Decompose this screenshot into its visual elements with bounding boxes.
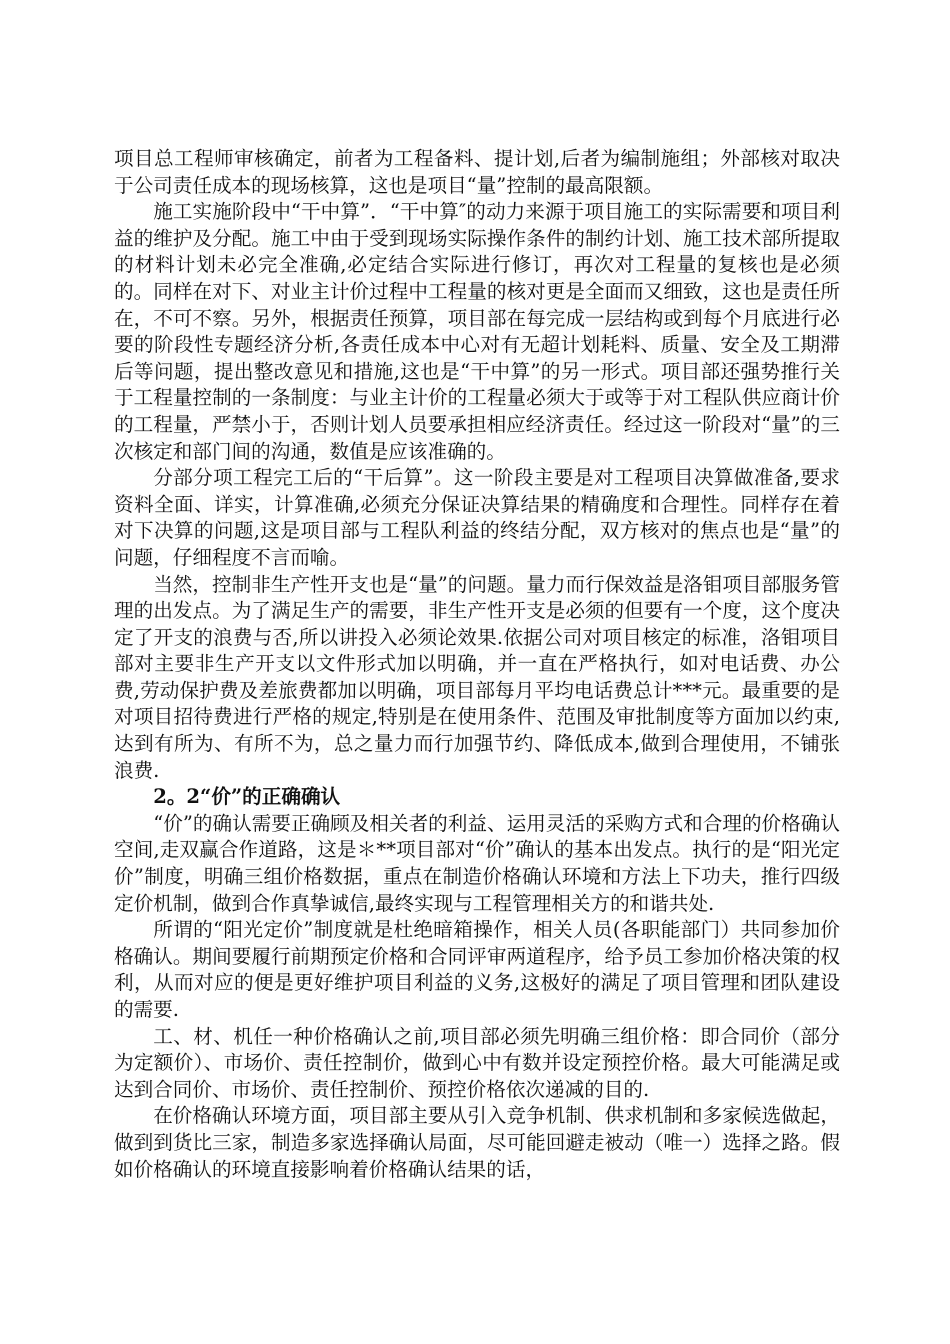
section-heading-price: 2。2“价”的正确确认 bbox=[153, 785, 341, 809]
paragraph-three-price-groups: 工、材、机任一种价格确认之前,项目部必须先明确三组价格：即合同价（部分为定额价）、市场价、责任控制价，做到心中有数并设定预控价格。最大可能满足或达到合同价、市场价、责任控制价、预控价格依次递减的目的. bbox=[114, 1024, 840, 1101]
document-body bbox=[114, 146, 840, 1183]
paragraph-gan-zhong-suan: 施工实施阶段中“干中算”．“干中算″的动力来源于项目施工的实际需要和项目利益的维护及分配。施工中由于受到现场实际操作条件的制约计划、施工技术部所提取的材料计划未必完全准确,必定结合实际进行修订，再次对工程量的复核也是必须的。同样在对下、对业主计价过程中工程量的核对更是全面而又细致，这也是责任所在，不可不察。另外，根据责任预算，项目部在每完成一层结构或到每个月底进行必要的阶段性专题经济分析,各责任成本中心对有无超计划耗料、质量、安全及工期滞后等问题，提出整改意见和措施,这也是“干中算”的另一形式。项目部还强势推行关于工程量控制的一条制度：与业主计价的工程量必须大于或等于对工程队供应商计价的工程量，严禁小于，否则计划人员要承担相应经济责任。经过这一阶段对“量”的三次核定和部门间的沟通，数值是应该准确的。 bbox=[114, 200, 840, 463]
paragraph-continuation: 项目总工程师审核确定，前者为工程备料、提计划,后者为编制施组；外部核对取决于公司责任成本的现场核算，这也是项目“量”控制的最高限额。 bbox=[114, 147, 840, 197]
paragraph-gan-hou-suan: 分部分项工程完工后的“干后算”。这一阶段主要是对工程项目决算做准备,要求资料全面、详实，计算准确,必须充分保证决算结果的精确度和合理性。同样存在着对下决算的问题,这是项目部与工程队利益的终结分配，双方核对的焦点也是“量”的问题，仔细程度不言而喻。 bbox=[114, 466, 840, 569]
paragraph-price-confirmation: “价”的确认需要正确顾及相关者的利益、运用灵活的采购方式和合理的价格确认空间,走双赢合作道路，这是＊**项目部对“价”确认的基本出发点。执行的是“阳光定价”制度，明确三组价格数据，重点在制造价格确认环境和方法上下功夫，推行四级定价机制，做到合作真挚诚信,最终实现与工程管理相关方的和谐共处. bbox=[114, 811, 840, 915]
paragraph-sunshine-pricing: 所谓的“阳光定价”制度就是杜绝暗箱操作，相关人员(各职能部门）共同参加价格确认。期间要履行前期预定价格和合同评审两道程序，给予员工参加价格决策的权利，从而对应的便是更好维护项目利益的义务,这极好的满足了项目管理和团队建设的需要. bbox=[114, 918, 840, 1021]
paragraph-price-environment: 在价格确认环境方面，项目部主要从引入竞争机制、供求机制和多家候选做起，做到到货比三家，制造多家选择确认局面，尽可能回避走被动（唯一）选择之路。假如价格确认的环境直接影响着价格确认结果的话， bbox=[114, 1104, 840, 1181]
paragraph-non-production-costs: 当然，控制非生产性开支也是“量”的问题。量力而行保效益是洛钼项目部服务管理的出发点。为了满足生产的需要，非生产性开支是必须的但要有一个度，这个度决定了开支的浪费与否,所以讲投入必须论效果.依据公司对项目核定的标准，洛钼项目部对主要非生产开支以文件形式加以明确，并一直在严格执行，如对电话费、办公费,劳动保护费及差旅费都加以明确，项目部每月平均电话费总计***元。最重要的是对项目招待费进行严格的规定,特别是在使用条件、范围及审批制度等方面加以约束,达到有所为、有所不为，总之量力而行加强节约、降低成本,做到合理使用，不铺张浪费. bbox=[114, 572, 840, 782]
